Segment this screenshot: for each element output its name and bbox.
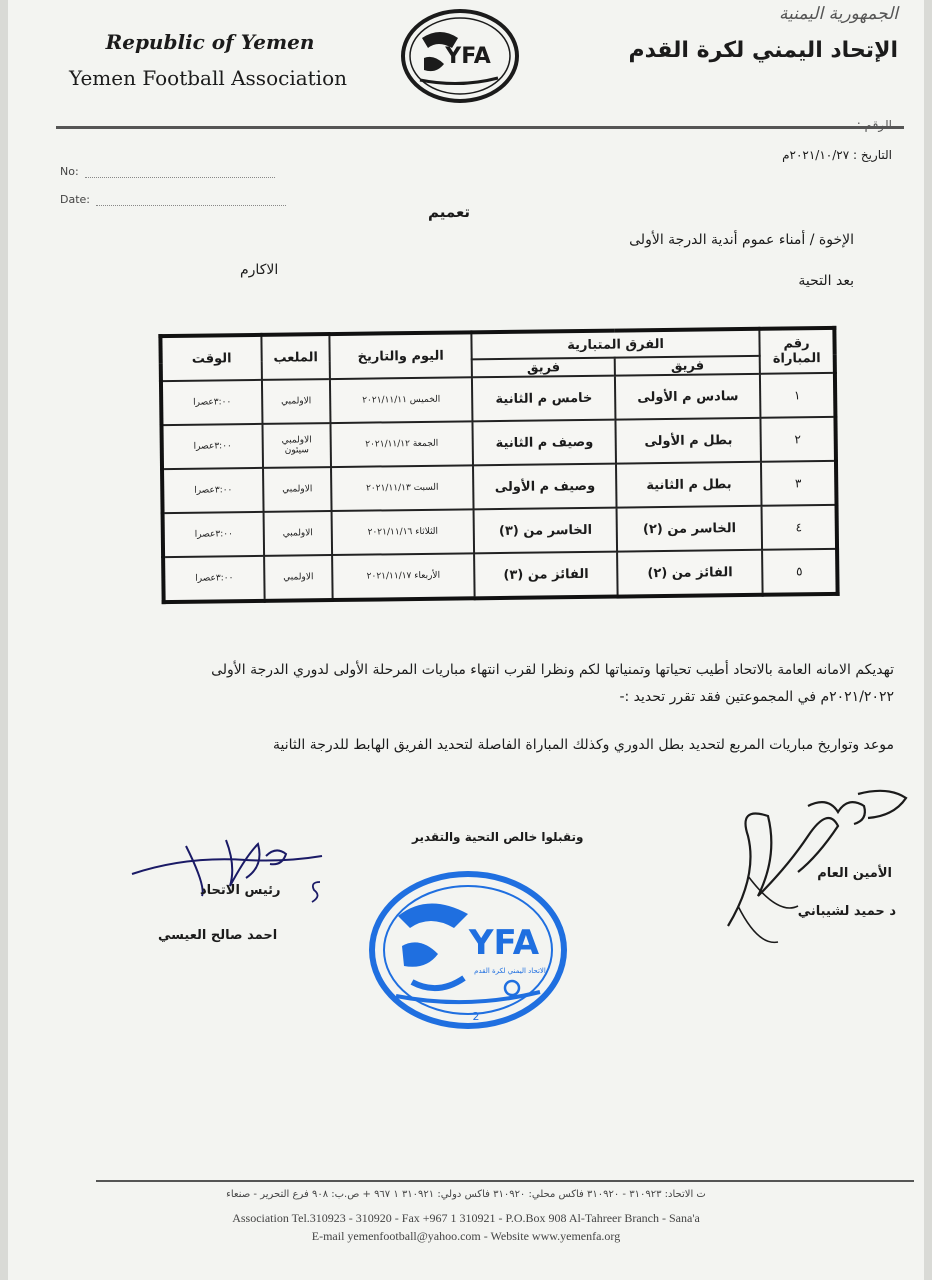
match-no: ٤ xyxy=(762,505,838,550)
stadium-name: الاولمبي xyxy=(281,435,312,446)
secretary-signature xyxy=(718,776,914,952)
team-b: خامس م الثانية xyxy=(472,376,616,422)
table-row xyxy=(163,549,837,602)
header-divider xyxy=(56,126,904,129)
team-a: بطل م الأولى xyxy=(616,418,761,464)
yfa-logo xyxy=(400,8,520,104)
stamp-number: 2 xyxy=(472,1010,480,1023)
match-stadium: الاولمبي xyxy=(263,467,332,512)
header-ar-association: الإتحاد اليمني لكرة القدم xyxy=(628,38,898,63)
greeting-recipients: الإخوة / أمناء عموم أندية الدرجة الأولى xyxy=(629,232,854,248)
team-a: الخاسر من (٢) xyxy=(617,506,762,552)
logo-text: YFA xyxy=(445,44,491,69)
date-value: التاريخ : ٢٠٢١/١٠/٢٧م xyxy=(782,148,892,162)
match-date: الأربعاء ٢٠٢١/١١/١٧ xyxy=(332,553,475,600)
match-no: ١ xyxy=(760,373,836,418)
footer-arabic-contacts: ت الاتحاد: ٣١٠٩٢٣ - ٣١٠٩٢٠ فاكس محلي: ٣١٠٩٢٠ فاكس دولي: ٣١٠٩٢١ ١ ٩٦٧ + ص.ب: ٩٠٨ فرع التحرير - صنعاء xyxy=(226,1189,706,1200)
match-stadium: الاولمبي xyxy=(264,555,333,601)
meta-no xyxy=(60,165,275,178)
team-b: الخاسر من (٣) xyxy=(474,508,618,554)
match-time: ٣:٠٠عصرا xyxy=(163,512,265,557)
body-paragraph-2: موعد وتواريخ مباريات المربع لتحديد بطل الدوري وكذلك المباراة الفاصلة لتحديد الفريق الهابط للدرجة الثانية xyxy=(273,737,894,753)
meta-date xyxy=(60,193,286,206)
footer-english-contacts: Association Tel.310923 - 310920 - Fax +967 1 310921 - P.O.Box 908 Al-Tahreer Branch - Sana'a xyxy=(232,1211,700,1225)
header-team-b: فريق xyxy=(472,358,616,378)
match-no: ٥ xyxy=(762,549,838,595)
team-a: الفائز من (٢) xyxy=(617,550,762,597)
body-paragraph-1: تهديكم الامانه العامة بالاتحاد أطيب تحياتها وتمنياتها لكم ونظرا لقرب انتهاء مباريات المرحلة الأولى لدوري الدرجة الأولى ٢٠٢١/٢٠٢٢م في المجموعتين فقد تقرر تحديد :- xyxy=(211,662,894,705)
match-time: ٣:٠٠عصرا xyxy=(163,556,265,602)
match-stadium: الاولمبي xyxy=(264,511,333,556)
date-label: Date: xyxy=(60,193,90,206)
closing-line: وتقبلوا خالص التحية والتقدير xyxy=(412,830,584,844)
match-time: ٣:٠٠عصرا xyxy=(161,424,263,469)
ref-label: الرقم : xyxy=(856,118,892,132)
secretary-name: د حميد لشيباني xyxy=(797,904,896,919)
letter-page xyxy=(8,0,924,1280)
match-time: ٣:٠٠عصرا xyxy=(161,380,263,425)
stadium-name-2: سيئون xyxy=(284,445,309,456)
president-name: احمد صالح العيسي xyxy=(158,928,278,943)
team-b: الفائز من (٣) xyxy=(474,552,618,599)
greeting-honorific: الاكارم xyxy=(240,262,279,278)
footer-divider xyxy=(96,1180,914,1182)
stamp-subtitle: الاتحاد اليمني لكرة القدم xyxy=(474,967,546,975)
match-stadium xyxy=(262,423,331,468)
header-day-date: اليوم والتاريخ xyxy=(329,332,472,379)
secretary-title: الأمين العام xyxy=(817,866,892,881)
header-teams: الفرق المتبارية xyxy=(471,329,759,360)
header-team-a: فريق xyxy=(615,356,760,376)
president-title: رئيس الاتحاد xyxy=(200,883,281,898)
greeting-salutation: بعد التحية xyxy=(798,273,854,289)
team-a: بطل م الثانية xyxy=(616,462,761,508)
header-stadium: الملعب xyxy=(261,334,330,380)
letter-title: تعميم xyxy=(428,203,471,221)
header-en-country: Republic of Yemen xyxy=(105,30,315,54)
match-date: الخميس ٢٠٢١/١١/١١ xyxy=(330,377,473,423)
match-date: الجمعة ٢٠٢١/١١/١٢ xyxy=(330,421,473,467)
stamp-text: YFA xyxy=(468,923,540,963)
footer-email-website: E-mail yemenfootball@yahoo.com - Website www.yemenfa.org xyxy=(311,1229,621,1243)
schedule-table xyxy=(158,326,839,604)
match-date: الثلاثاء ٢٠٢١/١١/١٦ xyxy=(332,509,475,555)
team-b: وصيف م الأولى xyxy=(473,464,617,510)
team-b: وصيف م الثانية xyxy=(472,420,616,466)
yfa-stamp xyxy=(368,870,568,1030)
header-ar-country: الجمهورية اليمنية xyxy=(778,4,898,24)
match-stadium: الاولمبي xyxy=(262,379,331,424)
match-no: ٢ xyxy=(760,417,836,462)
match-no: ٣ xyxy=(761,461,837,506)
header-en-association: Yemen Football Association xyxy=(68,66,347,90)
signature-mark xyxy=(306,878,326,906)
header-time: الوقت xyxy=(160,335,262,381)
header-match-no: رقم المباراة xyxy=(759,328,835,374)
team-a: سادس م الأولى xyxy=(615,374,760,420)
match-time: ٣:٠٠عصرا xyxy=(162,468,264,513)
no-label: No: xyxy=(60,165,79,178)
match-date: السبت ٢٠٢١/١١/١٣ xyxy=(331,465,474,511)
